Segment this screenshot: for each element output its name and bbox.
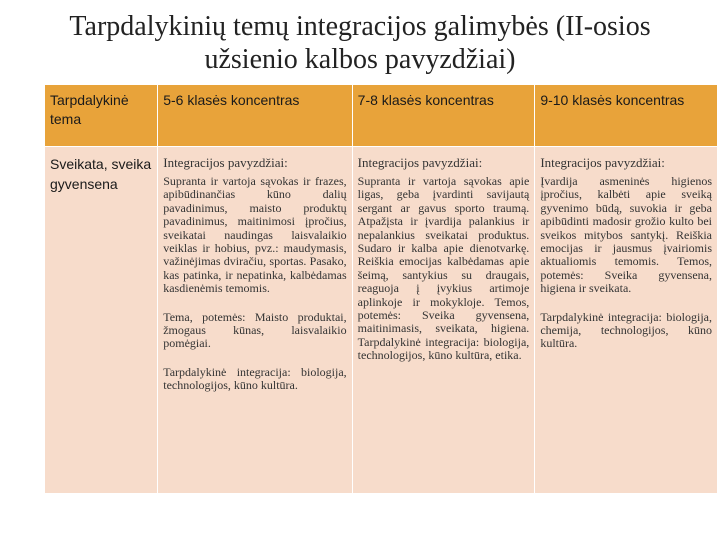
header-grade-7-8: 7-8 klasės koncentras <box>352 85 535 147</box>
cell-5-6-topics: Tema, potemės: Maisto produktai, žmogaus kūnas, laisvalaikio pomėgiai. <box>163 309 347 351</box>
cell-9-10-description: Įvardija asmeninės higienos įpročius, kalbėti apie sveiką gyvenimo būdą, suvokia ir geba apibūdinti madosir grožio kulto bei sveikos mitybos santykį. Reiškia emocijas ir jausmus įvairiomis aktualiomis temomis. Temos, potemės: Sveika gyvensena, higiena ir sveikata. <box>540 174 712 296</box>
cell-9-10-integration: Tarpdalykinė integracija: biologija, chemija, technologijos, kūno kultūra. <box>540 309 712 351</box>
table-row <box>45 147 718 494</box>
cell-grade-9-10 <box>535 147 718 494</box>
cell-grade-7-8 <box>352 147 535 494</box>
header-grade-5-6: 5-6 klasės koncentras <box>158 85 352 147</box>
cell-7-8-heading: Integracijos pavyzdžiai: <box>357 155 483 170</box>
header-topic: Tarpdalykinė tema <box>45 85 158 147</box>
cell-grade-5-6 <box>158 147 352 494</box>
cell-9-10-heading: Integracijos pavyzdžiai: <box>540 155 665 170</box>
topic-cell: Sveikata, sveika gyvensena <box>45 147 158 494</box>
slide-title <box>0 10 720 76</box>
table-header-row <box>45 85 718 147</box>
cell-5-6-heading: Integracijos pavyzdžiai: <box>163 155 288 170</box>
title-line-1: Tarpdalykinių temų integracijos galimybės (II-osios <box>69 11 651 42</box>
cell-5-6-integration: Tarpdalykinė integracija: biologija, technologijos, kūno kultūra. <box>163 364 347 393</box>
header-grade-9-10: 9-10 klasės koncentras <box>535 85 718 147</box>
cell-7-8-description: Supranta ir vartoja sąvokas apie ligas, geba įvardinti savijautą sergant ar gavus sporto traumą. Atpažįsta ir įvardija palankius ir nepalankius sveikatai produktus. Sudaro ir kalba apie dienotvarkę. Reiškia emocijas kalbėdamas apie šeimą, santykius su draugais, reaguoja į įvykius artimoje aplinkoje ir mokykloje. Temos, potemės: Sveika gyvensena, maitinimasis, sveikata, higiena. Tarpdalykinė integracija: biologija, technologijos, kūno kultūra, etika. <box>357 174 530 363</box>
integration-table <box>44 84 718 494</box>
cell-5-6-description: Supranta ir vartoja sąvokas ir frazes, apibūdinančias kūno dalių pavadinimus, maisto produktų pavadinimus, maitinimosi įpročius, sveikatai naudingas laisvalaikio veiklas ir hobius, pvz.: maudymasis, važinėjimas dviračiu, sportas. Pasako, kas patinka, ir nepatinka, kalbėdamas kasdienėmis temomis. <box>163 174 347 296</box>
title-line-2: užsienio kalbos pavyzdžiai) <box>204 44 516 75</box>
